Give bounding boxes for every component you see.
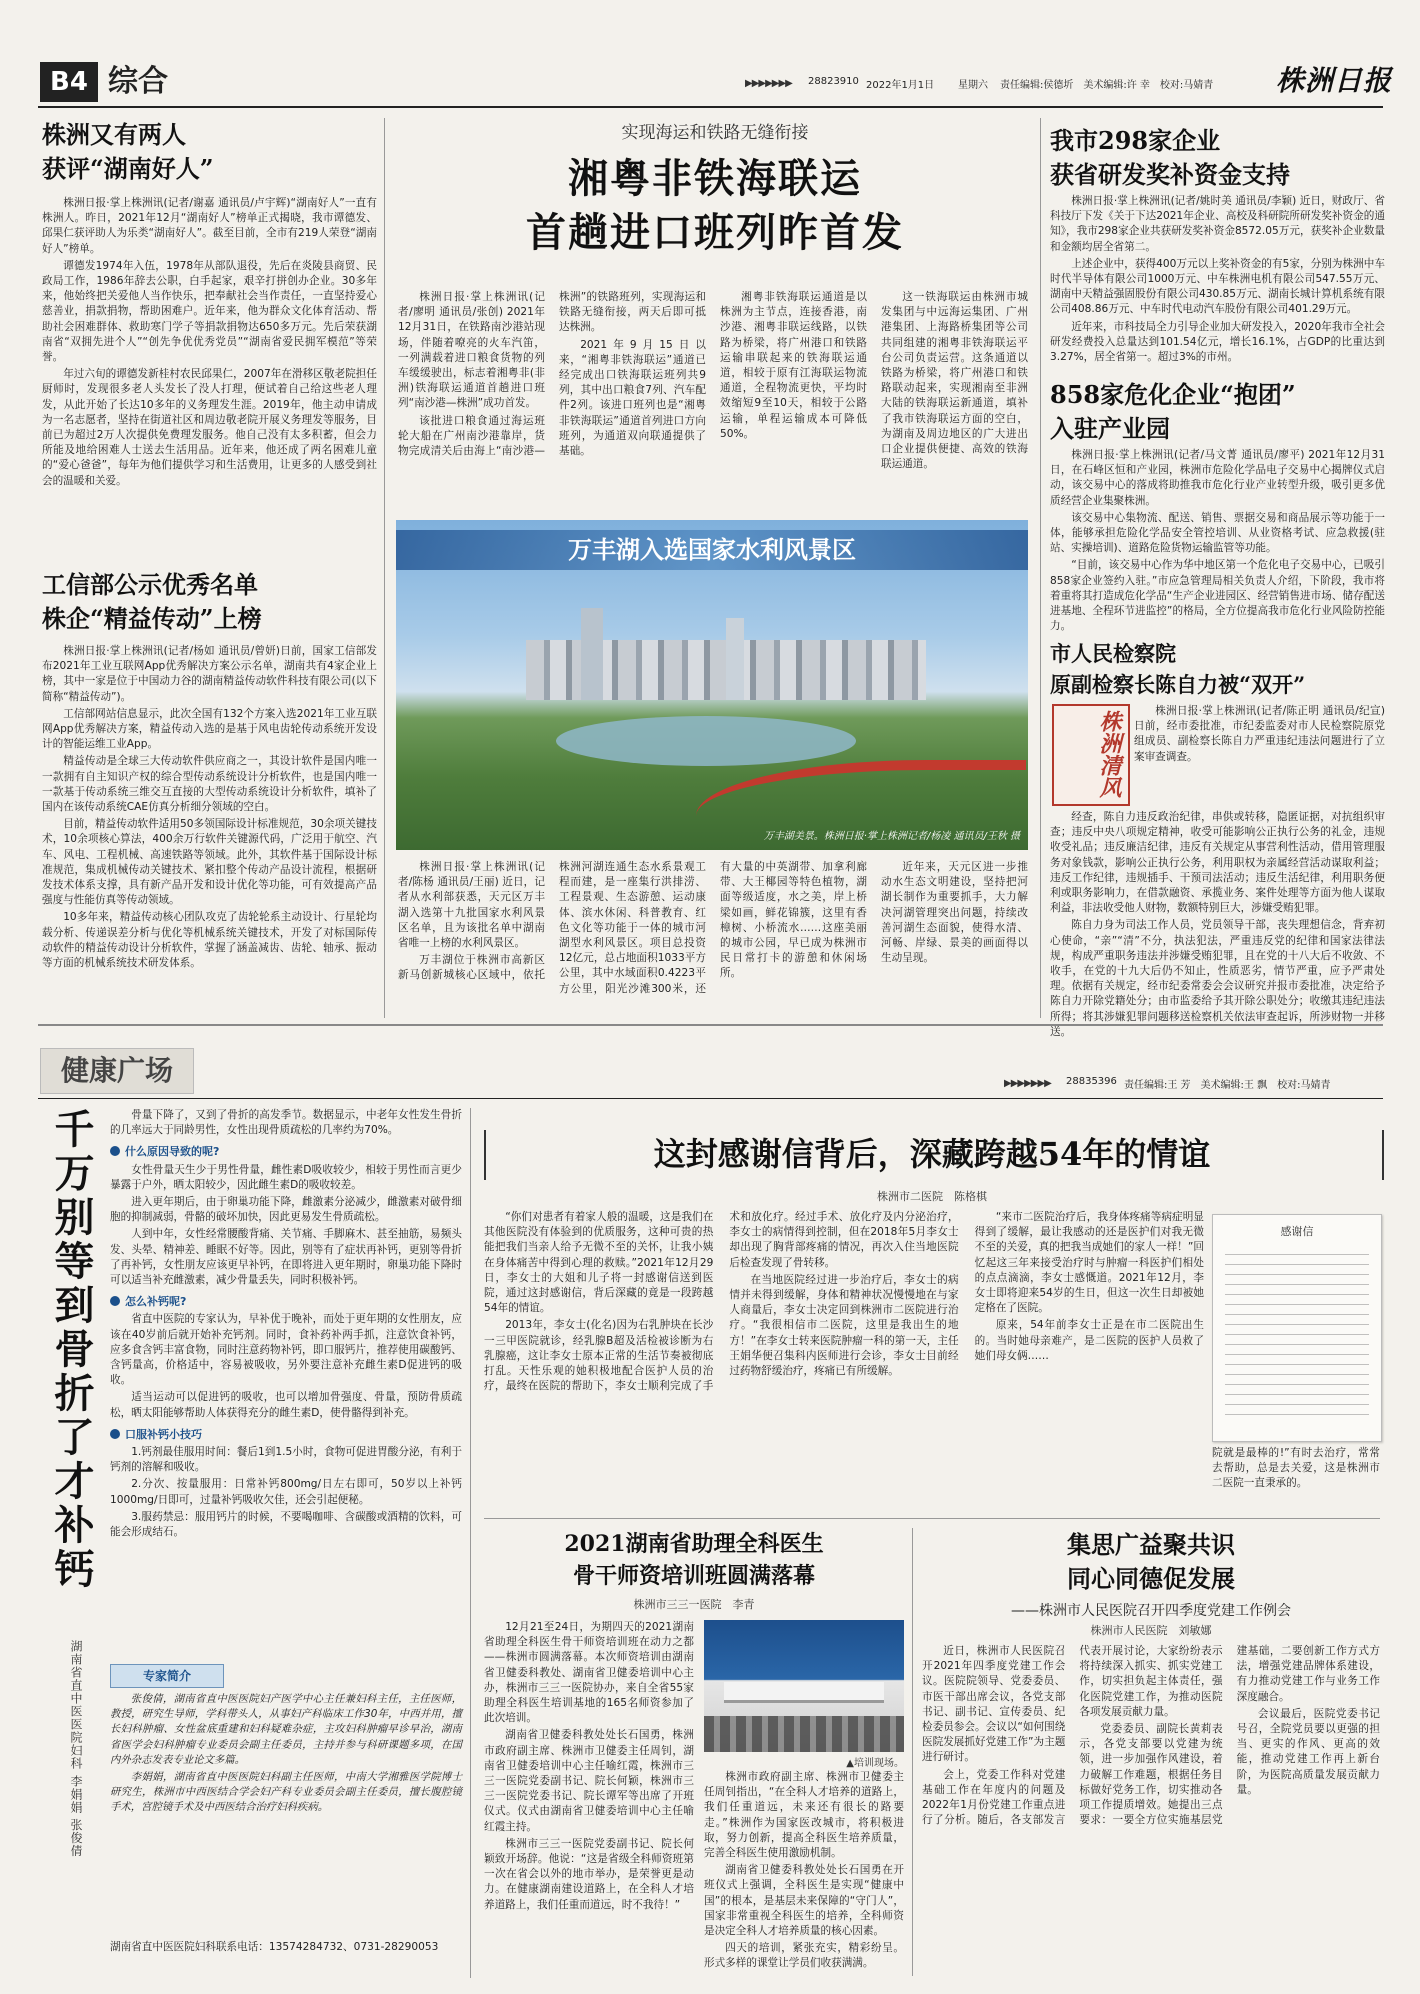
page-number-box xyxy=(40,62,98,102)
masthead: 株洲日报 xyxy=(1276,64,1393,97)
letter-body: “你们对患者有着家人般的温暖，这是我们在其他医院没有体验到的优质服务，这种可贵的热能把我们当亲人给予无微不至的关怀，让我小姨在身体痛苦中得到心理的救赎。”2021年12月29日，李女士的大姐和儿子将一封感谢信送到医院，通过这封感谢信，背后深藏的竟是一段跨越54年的情谊。 2013年，李女士(化名)因为右乳肿块在长沙一三甲医院就诊，经乳腺B超及活检被诊断为右乳腺癌，这让李女士原本正常的生活节奏被彻底打乱。天性乐观的她积极地配合医护人员的治疗，最终在医院的帮助下，李女士顺利完成了手术和放化疗。经过手术、放化疗及内分泌治疗，李女士的病情得到控制，但在2018年5月李女士却出现了胸背部疼痛的情况，再次入住当地医院后检查发现了骨转移。 在当地医院经过进一步治疗后，李女士的病情并未得到缓解，身体和精神状况慢慢地在与家人商量后，李女士决定回到株洲市二医院进行治疗。“我很相信市二医院，这里是我出生的地方！”在李女士转来医院肿瘤一科的第一天，主任王娟华便召集科内医师进行会诊，李女士目前经过药物舒缓治疗，疼痛已有所缓解。 “来市二医院治疗后，我身体疼痛等病症明显得到了缓解，最让我感动的还是医护们对我无微不至的关爱，真的把我当成她们的家人一样！”回忆起这三年来接受治疗时与肿瘤一科医护们相处的点点滴滴，李女士感慨道。2021年12月，李女士即将迎来54岁的生日，但这一次生日却被她定格在了医院。 原来，54年前李女士正是在市二医院出生的。当时她母亲难产，是二医院的医护人员救了她们母女俩…… xyxy=(484,1211,1204,1393)
q2-bullet-icon xyxy=(110,1296,120,1306)
q1-bullet-icon xyxy=(110,1146,120,1156)
seal-stamp xyxy=(1052,704,1130,806)
expert-label-text: 专家简介 xyxy=(142,1669,191,1683)
calcium-intro: 骨量下降了，又到了骨折的高发季节。数据显示，中老年女性发生骨折的几率远大于同龄男性，女性出现骨质疏松的几率约为70%。 xyxy=(110,1109,462,1137)
header-rule xyxy=(38,106,1383,108)
health-divider-left xyxy=(470,1108,471,1978)
calcium-contact: 湖南省直中医医院妇科联系电话：13574284732、0731-28290053 xyxy=(110,1941,439,1953)
health-section-name: 健康广场 xyxy=(60,1054,173,1087)
letter-byline: 株洲市二医院 陈格棋 xyxy=(877,1190,987,1203)
photo-audience xyxy=(704,1716,904,1752)
center-top-title: 湘粤非铁海联运 首趟进口班列昨首发 xyxy=(526,155,904,256)
letter-title: 这封感谢信背后，深藏跨越54年的情谊 xyxy=(653,1135,1211,1173)
wanfeng-lake-photo xyxy=(396,520,1028,850)
right-bottom-body-b: 经查，陈自力违反政治纪律，串供或转移，隐匿证据，对抗组织审查；违反中央八项规定精神，收受可能影响公正执行公务的礼金，违规收受礼品；违反廉洁纪律，违反有关规定从事营利性活动，借用管理服务对象钱款，影响公正执行公务，利用职权为亲属经营活动谋取利益；违反工作纪律，违规插手、干预司法活动；违反生活纪律，利用职务便利或职务影响力，在借款融资、承揽业务、案件处理等方面为他人谋取利益，非法收受他人财物，数额特别巨大，涉嫌受贿犯罪。 陈自力身为司法工作人员，党员领导干部，丧失理想信念，背弃初心使命，“亲”“清”不分，执法犯法，严重违反党的纪律和国家法律法规，构成严重职务违法并涉嫌受贿犯罪，且在党的十八大后不收敛、不收手，在党的十九大后仍不知止，性质恶劣，情节严重，应予严肃处理。依据有关规定，经市纪委常委会会议研究并报市委批准，决定给予陈自力开除党籍处分；由市监委给予其开除公职处分；收缴其违纪违法所得；将其涉嫌犯罪问题移送检察机关依法审查起诉，所涉财物一并移送。 xyxy=(1050,811,1385,1038)
header-serial: 28823910 xyxy=(808,76,859,87)
calcium-q2: 怎么补钙呢? xyxy=(110,1294,462,1309)
page-number: B4 xyxy=(50,67,88,97)
health-top-rule xyxy=(38,1024,1383,1026)
right-mid-body: 株洲日报·掌上株洲讯(记者/马文菁 通讯员/廖平) 2021年12月31日，在石峰区恒和产业园，株洲市危险化学品电子交易中心揭牌仪式启动，该交易中心的落成将助推我市危化行业产业转型升级，吸引更多优质经营企业集聚株洲。 该交易中心集物流、配送、销售、票据交易和商品展示等功能于一体，能够承担危险化学品安全管控培训、从业资格考试、应急救援(驻站、实操培训)、道路危险货物运输监管等功能。 “目前，该交易中心作为华中地区第一个危化电子交易中心，已吸引858家企业签约入驻。”市应急管理局相关负责人介绍，下阶段，我市将着重将其打造成危化学品“生产企业进园区、经营销售进市场、储存配送进基地、全程环节进监控”的格局，全方位提高我市危化行业风险防控能力。 xyxy=(1050,449,1385,633)
party-title: 集思广益聚共识 同心同德促发展 xyxy=(1067,1530,1235,1593)
training-body-b: 株洲市政府副主席、株洲市卫健委主任周钊指出，“在全科人才培养的道路上，我们任重道远，未来还有很长的路要走。”株洲作为国家医改城市，将积极进取，努力创新，提高全科医生培养质量，完善全科医生使用激励机制。 湖南省卫健委科教处处长石国勇在开班仪式上强调，全科医生是实现“健康中国”的根本，是基层未来保障的“守门人”，国家非常重视全科医生的培养，全科师资是决定全科人才培养质量的核心因素。 四天的培训，紧张充实，精彩纷呈。形式多样的课堂让学员们收获满满。 xyxy=(704,1771,904,1970)
expert-bio: 张俊倩，湖南省直中医医院妇产医学中心主任兼妇科主任，主任医师，教授，研究生导师，学科带头人，从事妇产科临床工作30年，中西并用，擅长妇科肿瘤、女性盆底重建和妇科疑难杂症，主攻妇科肿瘤早诊早治，湖南省医学会妇科肿瘤专业委员会副主任委员，主持并参与科研课题多项，在国内外杂志发表专业论文多篇。 李娟娟，湖南省直中医医院妇科副主任医师，中南大学湘雅医学院博士研究生，株洲市中西医结合学会妇产科专业委员会副主任委员，擅长腹腔镜手术，宫腔镜手术及中西医结合治疗妇科疾病。 xyxy=(110,1693,462,1814)
header-weekday: 星期六 xyxy=(958,80,988,91)
right-bottom-title: 市人民检察院 原副检察长陈自力被“双开” xyxy=(1050,641,1306,697)
expert-label xyxy=(110,1664,224,1688)
q3-bullet-icon xyxy=(110,1429,120,1439)
center-top-body: 株洲日报·掌上株洲讯(记者/廖明 通讯员/张创) 2021年12月31日，在铁路南沙港站现场，伴随着嘹亮的火车汽笛，一列满载着进口粮食货物的列车缓缓驶出，标志着湘粤非(非洲)铁海联运通道首趟进口班列“南沙港—株洲”成功首发。 该批进口粮食通过海运班轮大船在广州南沙港靠岸，货物完成清关后由海上“南沙港—株洲”的铁路班列，实现海运和铁路无缝衔接，两天后即可抵达株洲。 2021年9月15日以来，“湘粤非铁海联运”通道已经完成出口铁海联运班列共9列，其中出口粮食7列、汽车配件2列。该进口班列也是“湘粤非铁海联运”通道首列进口方向班列，为通道双向联通提供了基础。 湘粤非铁海联运通道是以株洲为主节点，连接香港，南沙港、湘粤非联运线路，以铁路为桥梁，将广州港口和铁路运输串联起来的铁海联运通道，相较于原有江海联运物流通道，全程物流更快，平均时效缩短9至10天，相较于公路运输，单程运输成本可降低50%。 这一铁海联运由株洲市城发集团与中远海运集团、广州港集团、上海路桥集团等公司共同组建的湘粤非铁海联运平台公司负责运营。这条通道以铁路为桥梁，将广州港口和铁路联动起来，实现湘南至非洲大陆的铁海联运新通道，填补了我市铁海联运方面的空白，为湖南及周边地区的广大进出口企业提供便捷、高效的铁海联运通道。 xyxy=(398,291,1028,471)
photo-lake xyxy=(556,716,856,766)
header-date: 2022年1月1日 xyxy=(866,80,935,91)
photo-tower2 xyxy=(726,618,744,700)
calcium-body: 骨量下降了，又到了骨折的高发季节。数据显示，中老年女性发生骨折的几率远大于同龄男性，女性出现骨质疏松的几率约为70%。 什么原因导致的呢? 女性骨量天生少于男性骨量，雌性素D吸收较少，相较于男性而言更少暴露于户外，晒太阳较少，因此雌生素D的吸收较差。 进入更年期后，由于卵巢功能下降，雌激素分泌减少，雌激素对破骨细胞的抑制减弱，骨骼的破坏加快，因此更易发生骨质疏松。 人到中年，女性经常腰酸背痛、关节痛、手脚麻木、甚至抽筋，易频头发、头晕、精神差、睡眠不好等。因此，别等有了症状再补钙，更别等骨折了再补钙，女性朋友应该更早补钙，在即将进入更年期时，卵巢功能下降时可以适当补充雌激素，减少骨量丢失，同时积极补钙。 怎么补钙呢? 省直中医院的专家认为，早补优于晚补，而处于更年期的女性朋友，应该在40岁前后就开始补充钙剂。同时，食补药补两手抓，注意饮食补钙，应多食含钙丰富食物，同时注意药物补钙，即口服钙片，推荐使用碳酸钙、含钙量高，价格适中，容易被吸收，另外要注意补充雌生素D促进钙的吸收。 适当运动可以促进钙的吸收，也可以增加骨强度、骨量，预防骨质疏松，晒太阳能够帮助人体获得充分的雌生素D，使骨骼得到补充。 口服补钙小技巧 1.钙剂最佳服用时间：餐后1到1.5小时，食物可促进胃酸分泌，有利于钙剂的溶解和吸收。 2.分次、按量服用：日常补钙800mg/日左右即可，50岁以上补钙1000mg/日即可，过量补钙吸收欠佳，还会引起便秘。 3.服药禁忌：服用钙片的时候，不要喝咖啡、含碳酸或酒精的饮料，可能会形成结石。 xyxy=(110,1109,462,1539)
header-arrows: ▶▶▶▶▶▶▶ xyxy=(745,78,792,89)
party-byline: 株洲市人民医院 刘敏娜 xyxy=(1090,1624,1212,1637)
letter-image-heading: 感谢信 xyxy=(1280,1225,1314,1238)
calcium-q1: 什么原因导致的呢? xyxy=(110,1144,462,1159)
letter-image-lines xyxy=(1225,1245,1369,1415)
left-top-body: 株洲日报·掌上株洲讯(记者/谢嘉 通讯员/卢宇辉)“湖南好人”一直有株洲人。昨日，2021年12月“湖南好人”榜单正式揭晓，我市谭德发、邱果仁获评助人为乐类“湖南好人”。截至目前，全市有219人荣登“湖南好人”榜单。 谭德发1974年入伍，1978年从部队退役，先后在炎陵县商贸、民政局工作，1986年辞去公职，白手起家，艰辛打拼创办企业。30多年来，他始终把关爱他人当作快乐，把奉献社会当作责任，一直坚持爱心慈善业，捐款捐物，帮助困难户。近年来，他为群众文化体育活动、帮助社会困难群体、救助寒门学子等捐款捐物达650多万元。先后荣获湖南省“双拥先进个人”“创先争优优秀党员”“湖南省爱民拥军模范”等荣誉。 年过六旬的谭德发新桂村农民邱果仁，2007年在滑移区敬老院担任厨师时，发现很多老人头发长了没人打理，便试着自己给这些老人理发，从此开始了长达10多年的义务理发生涯。2019年，他主动申请成为一名志愿者，坚持在街道社区和周边敬老院开展义务理发等服务，目前已为超过2万人次提供免费理发服务。他自己没有太多积蓄，但会力所能及地给困难人士送去生活用品。近年来，他还成了两名困难儿童的“爱心爸爸”，每年为他们提供学习和生活费用，让更多的人感受到社会的温暖和关爱。 xyxy=(42,197,377,487)
health-arrows: ▶▶▶▶▶▶▶ xyxy=(1004,1078,1051,1089)
party-body: 近日，株洲市人民医院召开2021年四季度党建工作会议。医院院领导、党委委员、市医干部出席会议，各党支部书记、副书记、宣传委员、纪检委员参会。会议以“如何围绕医院发展抓好党建工作”为主题进行研讨。 会上，党委工作科对党建基础工作在年度内的问题及2022年1月份党建工作重点进行了分析。随后，各支部发言代表开展讨论，大家纷纷表示将持续深入抓实、抓实党建工作，切实担负起主体责任，强化医院党建工作，为推动医院各项发展贡献力量。 党委委员、副院长黄莉表示，各党支部要以党建为统领，进一步加强作风建设，着力破解工作难题，根据任务目标做好党务工作，切实推动各项工作提质增效。她提出三点要求：一要全方位实施基层党建基础，二要创新工作方式方法，增强党建品牌体系建设，有力推动党建工作与业务工作深度融合。 会议最后，医院党委书记号召，全院党员要以更强的担当、更实的作风、更高的效能，推动党建工作再上新台阶，为医院高质量发展贡献力量。 xyxy=(922,1645,1380,1827)
left-mid-body: 株洲日报·掌上株洲讯(记者/杨如 通讯员/曾妍)日前，国家工信部发布2021年工业互联网App优秀解决方案公示名单，湖南共有4家企业上榜，其中一家是位于中国动力谷的湖南精益传动软件科技有限公司(以下简称“精益传动”)。 工信部网站信息显示，此次全国有132个方案入选2021年工业互联网App优秀解决方案，精益传动入选的是基于风电齿轮传动系统开发设计的智能运维工业App。 精益传动是全球三大传动软件供应商之一，其设计软件是国内唯一一款拥有自主知识产权的综合型传动系统设计分析软件，也是国内唯一一款基于传动系统三维交互直接的大型传动系统设计分析软件，填补了国内在该传动系统CAE仿真分析细分领域的空白。 目前，精益传动软件适用50多领国际设计标准规范，30余项关键技术，10余项核心算法，400余万行软件关键源代码，广泛用于航空、汽车、风电、工程机械、高速铁路等领域。此外，其软件基于国际设计标准规范，集成机械传动关键技术、紧扣整个传动产品设计流程，根据研发技术体系支撑，具有新产品开发和设计优化等功能，可有效提高产品强度与性能仿真等传动领域。 10多年来，精益传动核心团队攻克了齿轮轮系主动设计、行星轮均载分析、传递误差分析与优化等机械系统关键技术，开发了对标国际传动软件的精益传动设计分析软件，掌握了涵盖减齿、齿轮、轴承、振动等方面的机械系统技术研发体系。 xyxy=(42,645,377,970)
center-photo-body: 株洲日报·掌上株洲讯(记者/陈杨 通讯员/王丽) 近日，记者从水利部获悉，天元区万丰湖入选第十九批国家水利风景区名单，且为该批名单中湖南省唯一上榜的水利风景区。 万丰湖位于株洲市高新区新马创新城核心区域中，依托株洲河湖连通生态水系景观工程而建，是一座集行洪排涝、工程景观、生态游憩、运动康体、滨水休闲、科普教育、红色文化等功能于一体的城市河湖型水利风景区。项目总投资12亿元，总占地面积1033平方公里，其中水域面积0.4223平方公里，阳光沙滩300米，还有大量的中英湖带、加拿利廊带、大王椰园等特色植物，湖面等级适度，水之美，岸上桥梁如画，鲜花锦簇，这里有香樟树、小桥流水……这座美丽的城市公园，早已成为株洲市民日常打卡的游憩和休闲场所。 近年来，天元区进一步推动水生态文明建设，坚持把河湖长制作为重要抓手，大力解决河湖管理突出问题，持续改善河湖生态面貌，使得水清、河畅、岸绿、景美的画面得以生动呈现。 xyxy=(398,861,1028,995)
training-byline: 株洲市三三一医院 李青 xyxy=(633,1598,755,1611)
left-top-title: 株洲又有两人 获评“湖南好人” xyxy=(42,120,214,183)
column-divider-left xyxy=(384,118,385,1018)
photo-podium xyxy=(724,1682,884,1703)
center-kicker xyxy=(395,118,1035,143)
kicker-text: 实现海运和铁路无缝衔接 xyxy=(621,123,809,143)
left-mid-title: 工信部公示优秀名单 株企“精益传动”上榜 xyxy=(42,570,262,633)
section-name: 综合 xyxy=(108,64,168,99)
right-top-body: 株洲日报·掌上株洲讯(记者/姚时美 通讯员/李颖) 近日，财政厅、省科技厅下发《关于下达2021年企业、高校及科研院所研发奖补资金的通知》，我市298家企业共获研发奖补资金8572.05万元，获奖补企业数量和金额均居全省第二。 上述企业中，获得400万元以上奖补资金的有5家，分别为株洲中车时代半导体有限公司1000万元、中车株洲电机有限公司547.55万元、湖南中天精益强固股份有限公司430.85万元、湖南长城计算机系统有限公司408.86万元、中车时代电动汽车股份有限公司401.29万元。 近年来，市科技局全力引导企业加大研发投入，2020年我市全社会研发经费投入总量达到101.54亿元，增长16.1%，占GDP的比重达到3.27%，居全省第一。超过3%的市州。 xyxy=(1050,195,1385,364)
party-subtitle: ——株洲市人民医院召开四季度党建工作例会 xyxy=(1011,1603,1291,1619)
photo-tower xyxy=(581,608,603,700)
right-top-title: 我市298家企业 获省研发奖补资金支持 xyxy=(1050,126,1290,189)
header-editors: 责任编辑:侯德圻 美术编辑:许 幸 校对:马婧青 xyxy=(1000,80,1214,91)
health-mid-rule xyxy=(484,1518,1380,1519)
health-divider-right xyxy=(912,1528,913,1976)
health-editors: 责任编辑:王 芳 美术编辑:王 飘 校对:马婧青 xyxy=(1124,1080,1331,1091)
column-divider-right xyxy=(1040,118,1041,1018)
health-section-tab xyxy=(40,1048,194,1094)
training-photo xyxy=(704,1620,904,1752)
photo-title: 万丰湖入选国家水利风景区 xyxy=(568,535,856,564)
right-mid-title: 858家危化企业“抱团” 入驻产业园 xyxy=(1050,380,1296,443)
health-serial: 28835396 xyxy=(1066,1076,1117,1087)
photo-caption: 万丰湖美景。株洲日报·掌上株洲记者/杨凌 通讯员/王秋 摄 xyxy=(763,831,1020,842)
health-header-rule xyxy=(38,1098,1383,1099)
seal-text: 株洲清风 xyxy=(1096,710,1122,798)
thank-you-letter-image xyxy=(1212,1214,1382,1442)
calcium-byline: 湖南省直中医医院妇科 李娟娟 张俊倩 xyxy=(69,1640,83,1858)
letter-side-note: 院就是最棒的!”有时去治疗，常常去帮助，总是去关爱，这是株洲市二医院一直秉承的。 xyxy=(1212,1447,1380,1490)
right-bottom-body-a: 株洲日报·掌上株洲讯(记者/陈正明 通讯员/纪宣) 日前，经市委批准，市纪委监委对市人民检察院原党组成员、副检察长陈自力严重违纪违法问题进行了立案审查调查。 xyxy=(1134,705,1385,763)
calcium-vertical-title xyxy=(44,1108,100,1628)
training-body-a: 12月21至24日，为期四天的2021湖南省助理全科医生骨干师资培训班在动力之都——株洲市圆满落幕。本次师资培训由湖南省卫健委科教处、湖南省卫健委培训中心主办，株洲市三三一医院协办，来自全省55家助理全科医生培训基地的165名师资参加了此次培训。 湖南省卫健委科教处处长石国勇，株洲市政府副主席、株洲市卫健委主任周钊，湖南省卫健委培训中心主任喻红霞，株洲市三三一医院党委副书记、院长何颖，株洲市三三一医院党委书记、院长谭军等出席了开班仪式。仪式由湖南省卫健委培训中心主任喻红霞主持。 株洲市三三一医院党委副书记、院长何颖致开场辞。他说：“这是省级全科师资班第一次在省会以外的地市举办，是荣誉更是动力。在健康湖南建设道路上，在全科人才培养道路上，我们任重而道远，时不我待！” xyxy=(484,1621,694,1911)
calcium-title-text: 千万别等到骨折了才补钙 xyxy=(48,1108,95,1592)
training-photo-caption: ▲培训现场。 xyxy=(846,1758,904,1769)
training-title: 2021湖南省助理全科医生 骨干师资培训班圆满落幕 xyxy=(564,1531,824,1589)
calcium-q3: 口服补钙小技巧 xyxy=(110,1427,462,1442)
